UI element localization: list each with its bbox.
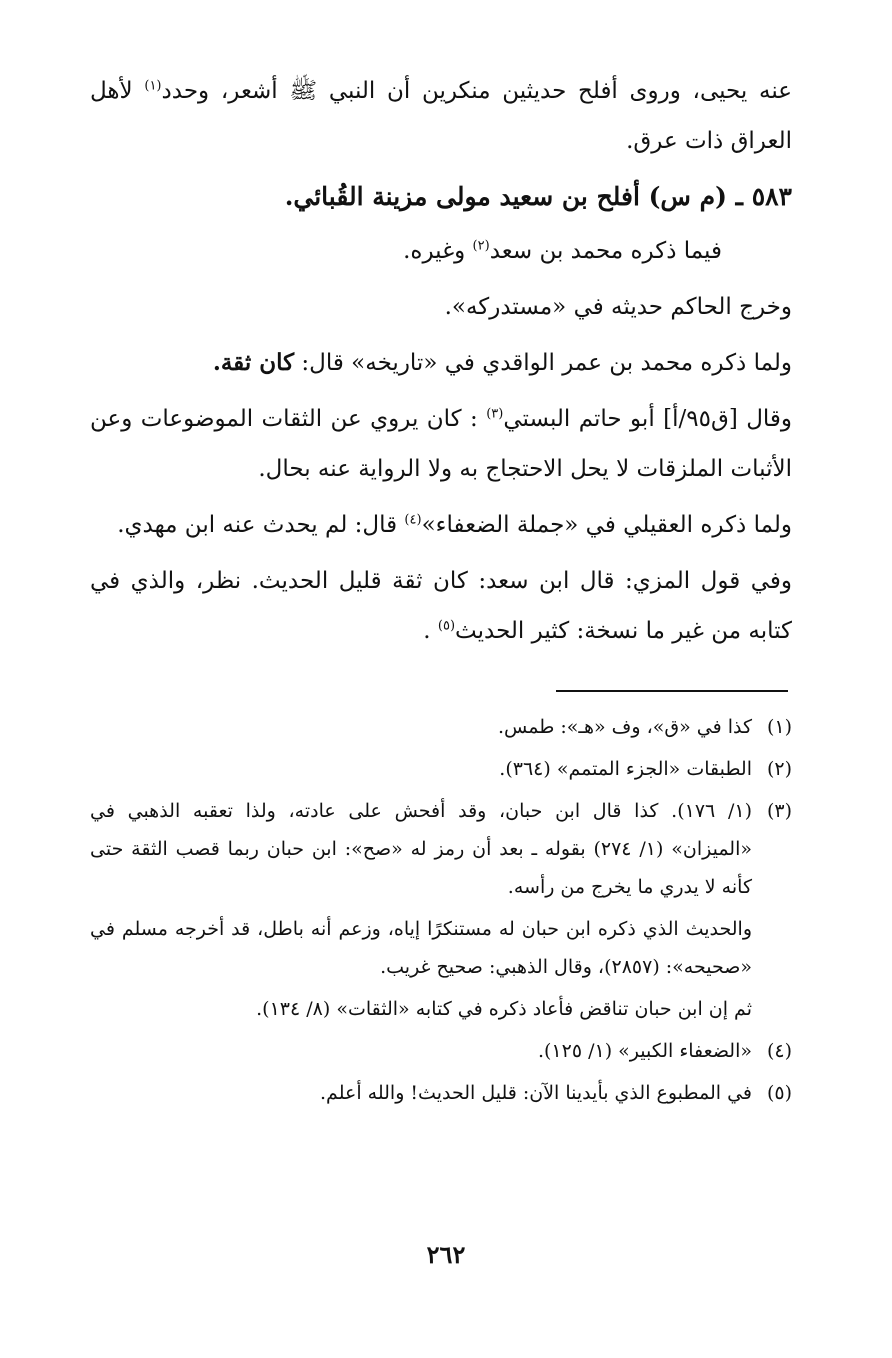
entry-heading: ٥٨٣ ـ (م س) أفلح بن سعيد مولى مزينة القُبائي.: [284, 182, 792, 211]
footnote-number: (٥): [766, 1082, 792, 1104]
footnote-text: (١/ ١٧٦). كذا قال ابن حبان، وقد أفحش على عادته، ولذا تعقبه الذهبي في «الميزان» (١/ ٢٧٤) بقوله ـ بعد أن رمز له «صح»: ابن حبان ربما قصب الثقة حتى كأنه لا يدري ما يخرج من رأسه.: [90, 800, 752, 898]
footnote-1: [90, 708, 792, 746]
footnote-3-continuation-2: ثم إن ابن حبان تناقض فأعاد ذكره في كتابه «الثقات» (٨/ ١٣٤).: [256, 998, 752, 1020]
footnote-text: في المطبوع الذي بأيدينا الآن: قليل الحديث! والله أعلم.: [320, 1082, 752, 1104]
footnote-2: [90, 750, 792, 788]
footnote-text: الطبقات «الجزء المتمم» (٣٦٤).: [499, 758, 752, 780]
footnote-3: [90, 792, 792, 906]
main-text: [90, 66, 792, 662]
footnote-number: (٤): [766, 1040, 792, 1062]
paragraph-6: ولما ذكره العقيلي في «جملة الضعفاء»$^{(٤)}$ قال: لم يحدث عنه ابن مهدي.: [117, 512, 792, 538]
footnote-ref-5: (٥): [437, 618, 456, 634]
footnote-3-continuation-1: والحديث الذي ذكره ابن حبان له مستنكرًا إياه، وزعم أنه باطل، قد أخرجه مسلم في «صحيحه»: (٢٨٥٧)، وقال الذهبي: صحيح غريب.: [90, 918, 752, 978]
footnotes: [90, 708, 792, 1116]
footnote-ref-2: (٢): [472, 238, 490, 254]
paragraph-4: ولما ذكره محمد بن عمر الواقدي في «تاريخه» قال: كان ثقة.: [212, 349, 792, 376]
footnote-ref-4: (٤): [404, 512, 422, 528]
footnote-separator: [556, 690, 788, 692]
footnote-4: [90, 1032, 792, 1070]
footnote-text: «الضعفاء الكبير» (١/ ١٢٥).: [537, 1040, 752, 1062]
page-number: ٢٦٢: [426, 1240, 466, 1269]
bold-quote: كان ثقة.: [212, 349, 295, 376]
footnote-ref-3: (٣): [486, 406, 504, 422]
paragraph-7: وفي قول المزي: قال ابن سعد: كان ثقة قليل الحديث. نظر، والذي في كتابه من غير ما نسخة: كثير الحديث$^{(٥)}$ .: [90, 568, 792, 644]
footnote-text: كذا في «ق»، وف «هـ»: طمس.: [497, 716, 752, 738]
footnote-5: [90, 1074, 792, 1112]
footnote-ref-1: (١): [144, 78, 162, 94]
paragraph-5: وقال [ق٩٥/أ] أبو حاتم البستي$^{(٣)}$ : كان يروي عن الثقات الموضوعات وعن الأثبات الملزقات لا يحل الاحتجاج به ولا الرواية عنه بحال.: [90, 406, 793, 482]
footnote-number: (١): [766, 716, 792, 738]
footnote-number: (٢): [766, 758, 792, 780]
paragraph-2: فيما ذكره محمد بن سعد$^{(٢)}$ وغيره.: [403, 238, 722, 264]
footnote-number: (٣): [766, 800, 792, 822]
paragraph-3: وخرج الحاكم حديثه في «مستدركه».: [444, 294, 792, 320]
paragraph-1: عنه يحيى، وروى أفلح حديثين منكرين أن النبي ﷺ أشعر، وحدد$^{(١)}$ لأهل العراق ذات عرق.: [90, 78, 792, 154]
